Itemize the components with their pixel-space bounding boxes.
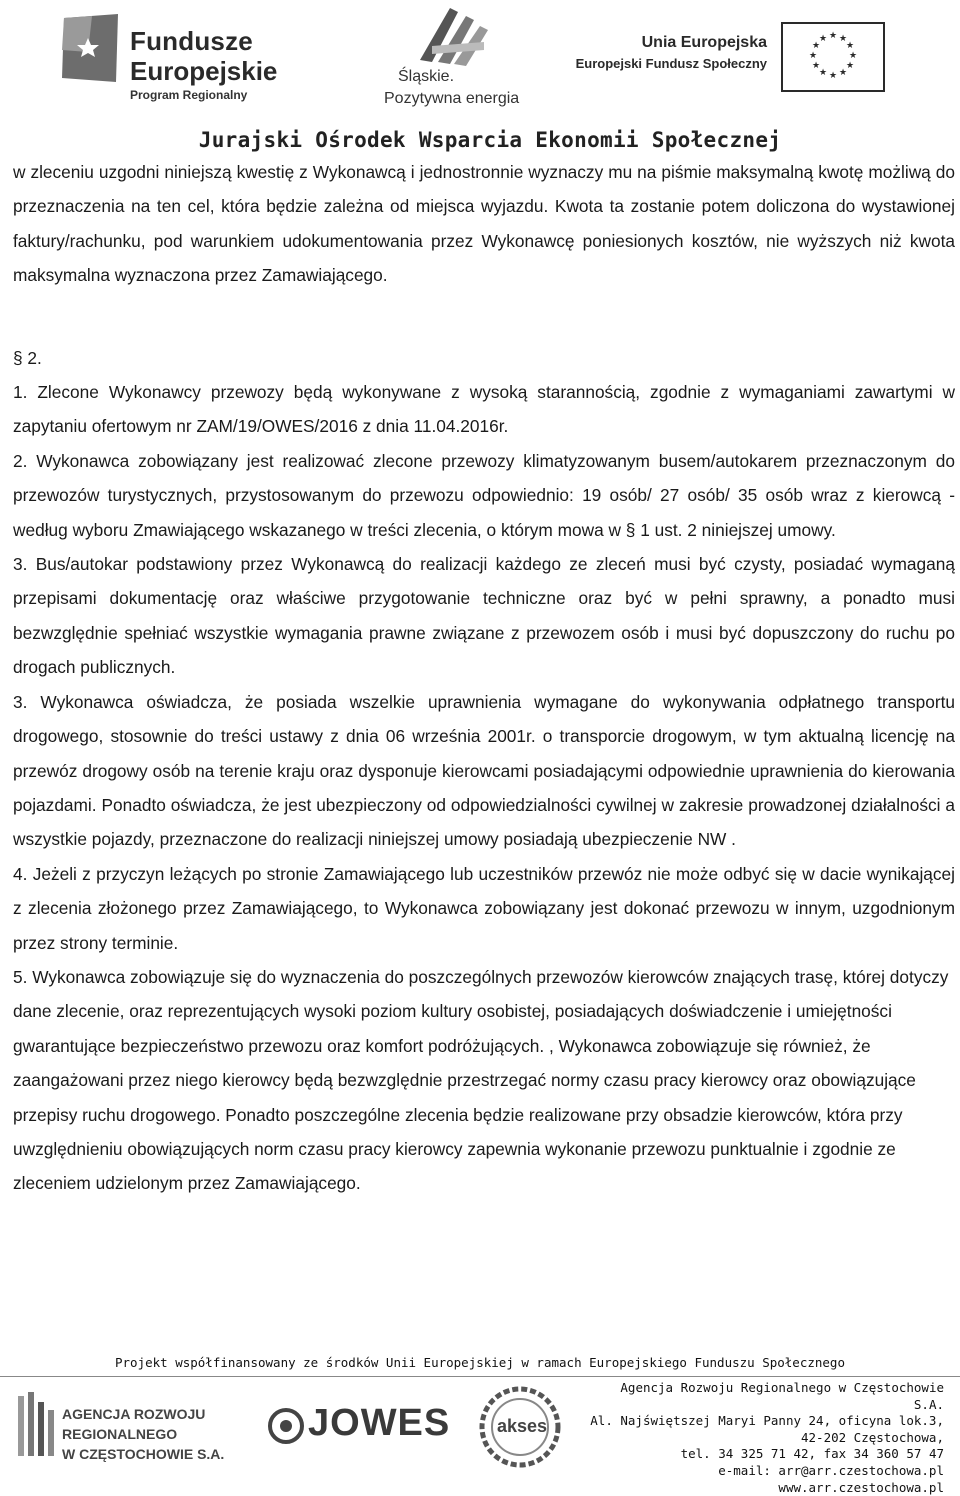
unia-europejska-logo	[575, 22, 885, 102]
fundusze-europejskie-logo	[58, 12, 278, 102]
eu-line2: Europejski Fundusz Społeczny	[575, 56, 767, 71]
document-body	[13, 155, 955, 1201]
slaskie-logo	[380, 2, 530, 110]
fe-line2: Europejskie	[130, 56, 278, 86]
svg-text:★: ★	[829, 31, 838, 41]
arr-line1: AGENCJA ROZWOJU	[62, 1406, 206, 1422]
svg-text:★: ★	[829, 71, 838, 81]
arr-line3: W CZĘSTOCHOWIE S.A.	[62, 1446, 225, 1462]
jowes-logo	[268, 1400, 451, 1450]
paragraph-3: 3. Bus/autokar podstawiony przez Wykonawcą do realizacji każdego ze zleceń musi być czysty, posiadać wymaganą przepisami dokumentację oraz właściwe przygotowanie techniczne oraz być w pełni sprawny, a ponadto musi bezwzględnie spełniać wszystkie wymagania prawne związane z przewozem osób i musi być dopuszczony do ruchu po drogach publicznych.	[13, 554, 955, 678]
contact-line: tel. 34 325 71 42, fax 34 360 57 47	[680, 1446, 944, 1462]
eu-line1: Unia Europejska	[641, 34, 767, 51]
slaskie-mark-icon	[380, 2, 530, 68]
paragraph-5: 5. Wykonawca zobowiązuje się do wyznaczenia do poszczególnych przewozów kierowców znających trasę, której dotyczy dane zlecenie, oraz reprezentujących wysoki poziom kultury osobistej, posiadających doświadczenie i umiejętności gwarantujące bezpieczeństwo przewozu oraz komfort podróżujących. , Wykonawca zobowiązuje się również, że zaangażowani przez niego kierowcy będą bezwzględnie przestrzegać normy czasu pracy kierowcy oraz obowiązujące przepisy ruchu drogowego. Ponadto poszczególne zlecenia będzie realizowane przy obsadzie kierowców, która przy uwzględnieniu obowiązujących norm czasu pracy kierowcy zapewnia wykonanie przewozu punktualnie i zgodnie ze zleceniem udzielonym przez Zamawiającego.	[13, 966, 949, 1194]
paragraph-2: 2. Wykonawca zobowiązany jest realizować zlecone przewozy klimatyzowanym busem/autokarem przeznaczonym do przewozów turystycznych, przystosowanym do przewozu odpowiednio: 19 osób/ 27 osób/ 35 osób wraz z kierowcą - według wyboru Zmawiającego wskazanego w treści zlecenia, o którym mowa w § 1 ust. 2 niniejszej umowy.	[13, 450, 955, 540]
arr-logo	[10, 1388, 225, 1468]
contact-website: www.arr.czestochowa.pl	[778, 1479, 944, 1495]
contact-block	[584, 1380, 944, 1496]
jowes-mark-icon	[268, 1406, 304, 1446]
svg-text:★: ★	[849, 51, 858, 61]
header	[0, 0, 960, 112]
svg-text:★: ★	[812, 61, 821, 71]
contact-line: 42-202 Częstochowa,	[801, 1429, 944, 1445]
svg-text:★: ★	[839, 34, 848, 44]
svg-text:★: ★	[819, 68, 828, 78]
paragraph-3b: 3. Wykonawca oświadcza, że posiada wszelkie uprawnienia wymagane do wykonywania odpłatnego transportu drogowego, stosownie do treści ustawy z dnia 06 września 2001r. o transporcie drogowym, w tym aktualną licencję na przewóz drogowy osób na terenie kraju oraz dysponuje kierowcami posiadającymi odpowiednie uprawnienia do kierowania pojazdami. Ponadto oświadcza, że jest ubezpieczony od odpowiedzialności cywilnej w zakresie prowadzonej działalności a wszystkie pojazdy, przeznaczone do realizacji niniejszej umowy posiadają ubezpieczenie NW .	[13, 691, 955, 850]
footer-divider	[0, 1376, 960, 1377]
svg-text:★: ★	[809, 51, 818, 61]
eu-flag-icon	[781, 22, 885, 92]
akses-text: akses	[497, 1416, 548, 1436]
contact-line: Al. Najświętszej Maryi Panny 24, oficyna lok.3,	[590, 1413, 944, 1429]
jowes-text: JOWES	[308, 1402, 451, 1444]
svg-text:★: ★	[812, 41, 821, 51]
intro-paragraph: w zleceniu uzgodni niniejszą kwestię z Wykonawcą i jednostronnie wyznaczy mu na piśmie maksymalną kwotę możliwą do przeznaczenia na ten cel, która będzie zależna od miejsca wyjazdu. Kwota ta zostanie potem doliczona do wystawionej faktury/rachunku, pod warunkiem udokumentowania przez Wykonawcę poniesionych kosztów, nie wyższych niż kwota maksymalna wyznaczona przez Zamawiającego.	[13, 162, 955, 286]
akses-logo	[475, 1384, 565, 1470]
svg-text:★: ★	[846, 41, 855, 51]
svg-text:★: ★	[839, 68, 848, 78]
fe-line3: Program Regionalny	[130, 88, 248, 102]
svg-text:★: ★	[819, 34, 828, 44]
contact-line: Agencja Rozwoju Regionalnego w Częstochowie S.A.	[620, 1380, 944, 1412]
fe-line1: Fundusze	[130, 26, 253, 56]
paragraph-1: 1. Zlecone Wykonawcy przewozy będą wykonywane z wysoką starannością, zgodnie z wymaganiami zawartymi w zapytaniu ofertowym nr ZAM/19/OWES/2016 z dnia 11.04.2016r.	[13, 382, 955, 437]
cofinance-note: Projekt współfinansowany ze środków Unii Europejskiej w ramach Europejskiego Funduszu Społecznego	[115, 1355, 845, 1370]
fundusze-europejskie-mark-icon	[58, 12, 122, 84]
section-heading: § 2.	[13, 347, 42, 368]
paragraph-4: 4. Jeżeli z przyczyn leżących po stronie Zamawiającego lub uczestników przewóz nie może odbyć się w dacie wynikającej z zlecenia złożonego przez Zamawiającego, to Wykonawca zobowiązany jest dokonać przewozu w innym, uzgodnionym przez strony terminie.	[13, 863, 955, 953]
arr-mark-icon	[10, 1388, 58, 1464]
slaskie-line1: Śląskie.	[398, 68, 455, 85]
slaskie-line2: Pozytywna energia	[384, 90, 520, 107]
arr-line2: REGIONALNEGO	[62, 1426, 178, 1442]
contact-email: e-mail: arr@arr.czestochowa.pl	[718, 1462, 944, 1478]
organization-title: Jurajski Ośrodek Wsparcia Ekonomii Społecznej	[198, 128, 782, 152]
svg-text:★: ★	[846, 61, 855, 71]
